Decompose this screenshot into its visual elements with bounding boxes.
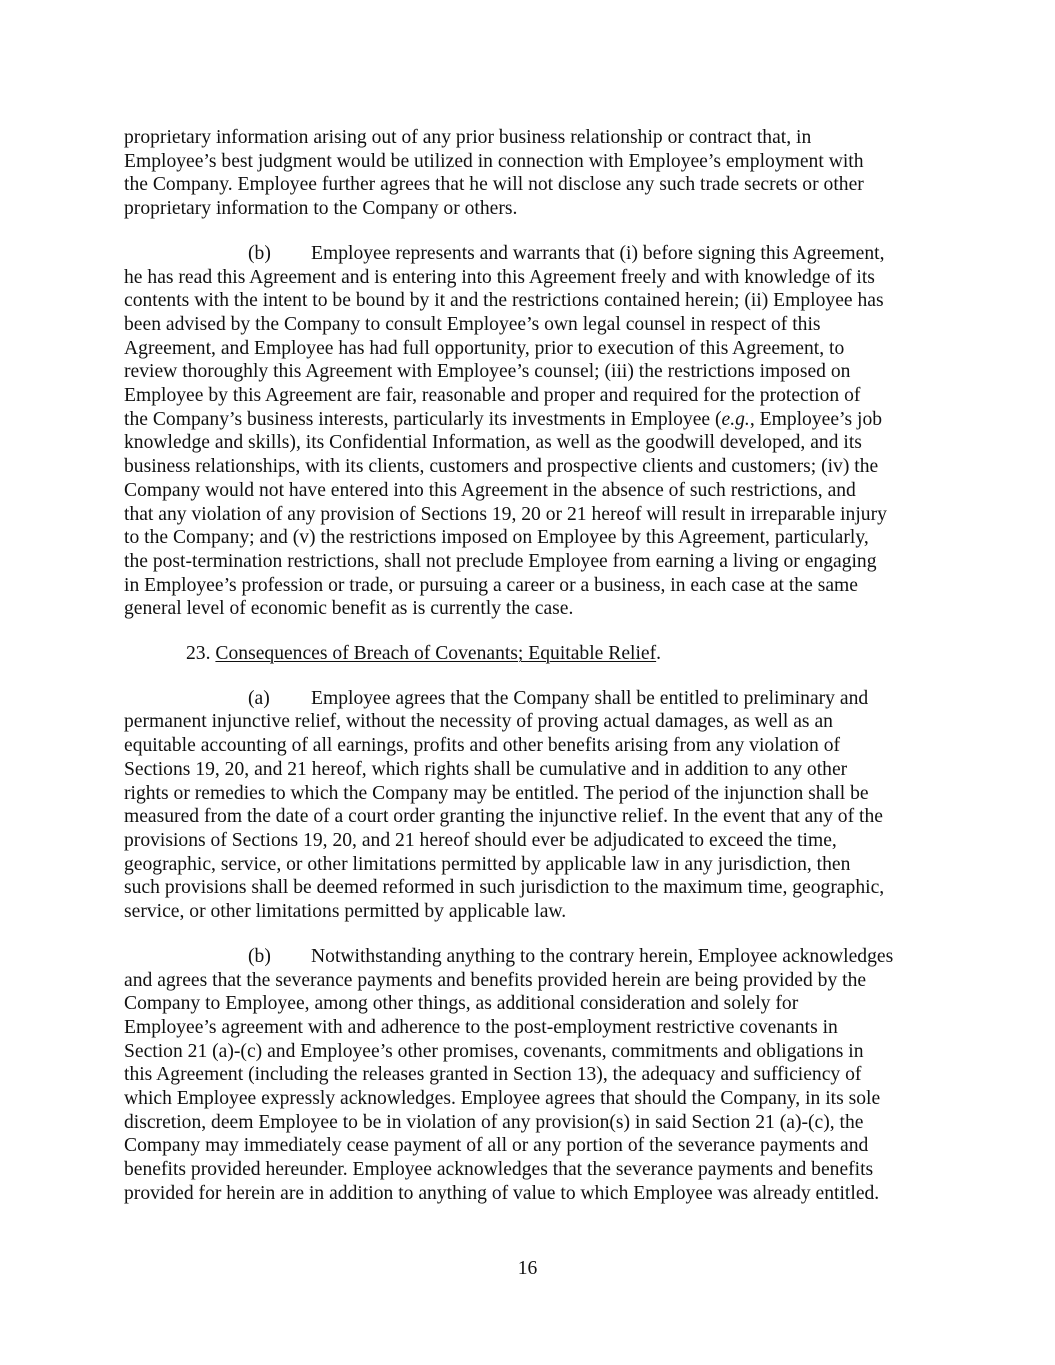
text-line: business relationships, with its clients, customers and prospective clients and customers; (iv) the [124, 456, 879, 478]
text-line: Company to Employee, among other things, as additional consideration and solely for [124, 993, 799, 1015]
text-line: rights or remedies to which the Company may be entitled. The period of the injunction shall be [124, 782, 869, 804]
text-line: general level of economic benefit as is currently the case. [124, 598, 574, 620]
page-number: 16 [517, 1258, 538, 1279]
text-line: the post-termination restrictions, shall not preclude Employee from earning a living or engaging [124, 550, 877, 572]
text-run: Employee represents and warrants that (i) before signing this Agreement, [311, 242, 885, 264]
text-line: Employee by this Agreement are fair, reasonable and proper and required for the protection of [124, 385, 861, 407]
text-line: proprietary information arising out of any prior business relationship or contract that, in [124, 127, 812, 148]
text-line: in Employee’s profession or trade, or pursuing a career or a business, in each case at the same [124, 574, 858, 596]
text-line: he has read this Agreement and is entering into this Agreement freely and with knowledge of its [124, 266, 875, 288]
text-line [124, 242, 936, 266]
text-line: Sections 19, 20, and 21 hereof, which rights shall be cumulative and in addition to any other [124, 758, 848, 780]
paragraph-intro [124, 126, 936, 221]
section-number: 23. [186, 643, 211, 665]
text-run: Notwithstanding anything to the contrary herein, Employee acknowledges [311, 945, 894, 967]
section-title-end: . [656, 643, 662, 665]
text-run: Employee agrees that the Company shall be entitled to preliminary and [311, 687, 869, 709]
text-line: Employee’s agreement with and adherence to the post-employment restrictive covenants in [124, 1016, 838, 1038]
text-line: knowledge and skills), its Confidential Information, as well as the goodwill developed, and its [124, 432, 862, 454]
text-line: the Company. Employee further agrees that he will not disclose any such trade secrets or other [124, 174, 864, 196]
section-title: Consequences of Breach of Covenants; Equitable Relief [215, 643, 657, 665]
text-line [124, 945, 936, 969]
paragraph-23b [124, 945, 936, 1206]
text-line: review thoroughly this Agreement with Employee’s counsel; (iii) the restrictions imposed on [124, 361, 851, 383]
text-line: benefits provided hereunder. Employee acknowledges that the severance payments and benefits [124, 1159, 874, 1181]
section-heading-23 [124, 642, 936, 666]
text-line: and agrees that the severance payments and benefits provided herein are being provided by the [124, 969, 867, 991]
text-line: provisions of Sections 19, 20, and 21 hereof should ever be adjudicated to exceed the time, [124, 829, 837, 851]
text-line: proprietary information to the Company or others. [124, 198, 518, 220]
text-line: which Employee expressly acknowledges. Employee agrees that should the Company, in its sole [124, 1088, 881, 1110]
text-line: discretion, deem Employee to be in violation of any provision(s) in said Section 21 (a)-(c), the [124, 1111, 864, 1133]
text-line: this Agreement (including the releases granted in Section 13), the adequacy and sufficiency of [124, 1064, 862, 1086]
text-line [124, 687, 936, 711]
text-line [124, 408, 936, 432]
text-line: to the Company; and (v) the restrictions imposed on Employee by this Agreement, particularly, [124, 527, 869, 549]
text-line: Company may immediately cease payment of all or any portion of the severance payments and [124, 1135, 869, 1157]
text-line: measured from the date of a court order granting the injunctive relief. In the event that any of the [124, 806, 883, 828]
paragraph-23a [124, 687, 936, 924]
text-run: the Company’s business interests, particularly its investments in Employee ( [124, 408, 722, 430]
text-line: Agreement, and Employee has had full opportunity, prior to execution of this Agreement, to [124, 337, 845, 359]
text-line: contents with the intent to be bound by it and the restrictions contained herein; (ii) Employee has [124, 290, 884, 312]
italic-text: e.g. [721, 408, 750, 430]
text-line: Section 21 (a)-(c) and Employee’s other promises, covenants, commitments and obligations in [124, 1040, 864, 1062]
text-line: been advised by the Company to consult Employee’s own legal counsel in respect of this [124, 313, 821, 335]
text-line: permanent injunctive relief, without the necessity of proving actual damages, as well as an [124, 711, 833, 733]
text-line: Employee’s best judgment would be utilized in connection with Employee’s employment with [124, 150, 864, 172]
text-line: equitable accounting of all earnings, profits and other benefits arising from any violation of [124, 735, 841, 757]
text-run: , Employee’s job [749, 408, 883, 430]
text-line: that any violation of any provision of Sections 19, 20 or 21 hereof will result in irreparable injury [124, 503, 887, 525]
subsection-label: (b) [248, 945, 271, 967]
paragraph-22b [124, 242, 936, 621]
document-body [124, 126, 936, 1227]
text-line: Company would not have entered into this Agreement in the absence of such restrictions, and [124, 479, 856, 501]
text-line: service, or other limitations permitted by applicable law. [124, 901, 567, 923]
text-line: geographic, service, or other limitations permitted by applicable law in any jurisdiction, then [124, 853, 851, 875]
subsection-label: (b) [248, 242, 271, 264]
subsection-label: (a) [248, 687, 270, 709]
text-line: such provisions shall be deemed reformed in such jurisdiction to the maximum time, geographic, [124, 877, 885, 899]
text-line: provided for herein are in addition to anything of value to which Employee was already entitled. [124, 1182, 880, 1204]
